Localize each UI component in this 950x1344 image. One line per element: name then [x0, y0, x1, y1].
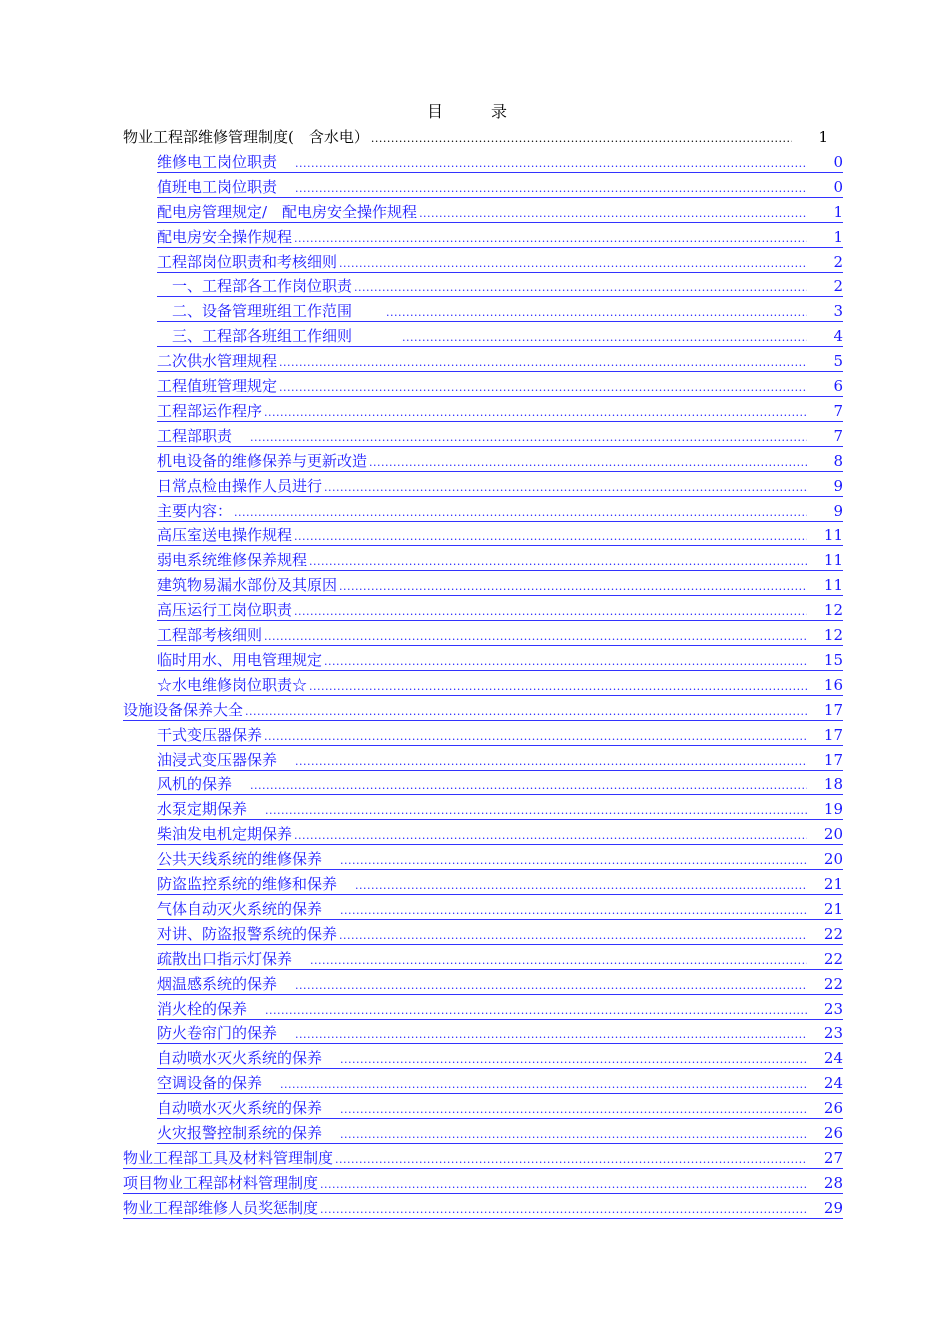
- toc-dot-leader: [320, 1177, 807, 1193]
- page-title: 目 录: [426, 102, 523, 121]
- toc-entry-label: 疏散出口指示灯保养: [157, 950, 293, 968]
- toc-dot-leader: [402, 330, 807, 346]
- toc-page-number: 12: [823, 601, 843, 619]
- toc-entry-label: ☆水电维修岗位职责☆: [157, 676, 308, 694]
- toc-entry[interactable]: [123, 1196, 843, 1219]
- toc-entry[interactable]: [157, 997, 843, 1020]
- toc-entry-label: 机电设备的维修保养与更新改造: [157, 452, 368, 470]
- toc-entry-label: 工程部岗位职责和考核细则: [157, 253, 338, 271]
- toc-entry[interactable]: [157, 299, 843, 322]
- toc-entry-label: 烟温感系统的保养: [157, 975, 278, 993]
- toc-page-number: 19: [823, 800, 843, 818]
- toc-entry-label: 公共天线系统的维修保养: [157, 850, 323, 868]
- toc-dot-leader: [369, 455, 807, 471]
- toc-entry-label: 项目物业工程部材料管理制度: [123, 1174, 319, 1192]
- toc-entry[interactable]: [157, 150, 843, 173]
- toc-entry[interactable]: [157, 225, 843, 248]
- toc-entry-label: 对讲、防盗报警系统的保养: [157, 925, 338, 943]
- toc-page-number: 0: [833, 178, 843, 196]
- toc-page-number: 9: [833, 477, 843, 495]
- toc-dot-leader: [309, 554, 807, 570]
- toc-entry-label: 弱电系统维修保养规程: [157, 551, 308, 569]
- toc-dot-leader: [339, 579, 807, 595]
- toc-entry[interactable]: [157, 748, 843, 771]
- toc-entry[interactable]: [157, 598, 843, 621]
- toc-entry-label: 气体自动灭火系统的保养: [157, 900, 323, 918]
- toc-page-number: 24: [823, 1049, 843, 1067]
- toc-entry[interactable]: [157, 449, 843, 472]
- toc-dot-leader: [324, 654, 807, 670]
- toc-dot-leader: [340, 1052, 807, 1068]
- toc-entry[interactable]: [157, 847, 843, 870]
- toc-entry-label: 二次供水管理规程: [157, 352, 278, 370]
- toc-dot-leader: [339, 928, 807, 944]
- toc-dot-leader: [294, 828, 807, 844]
- toc-page-number: 0: [833, 153, 843, 171]
- toc-entry[interactable]: [157, 374, 843, 397]
- toc-entry[interactable]: [157, 1021, 843, 1044]
- toc-entry[interactable]: [123, 1171, 843, 1194]
- toc-entry[interactable]: [157, 1046, 843, 1069]
- toc-entry: [123, 125, 828, 147]
- toc-page-number: 8: [833, 452, 843, 470]
- toc-entry[interactable]: [157, 175, 843, 198]
- toc-dot-leader: [294, 529, 807, 545]
- toc-entry[interactable]: [157, 723, 843, 746]
- toc-dot-leader: [339, 256, 807, 272]
- toc-entry-label: 自动喷水灭火系统的保养: [157, 1049, 323, 1067]
- toc-dot-leader: [279, 380, 807, 396]
- toc-dot-leader: [340, 853, 807, 869]
- toc-dot-leader: [264, 405, 807, 421]
- toc-entry[interactable]: [157, 499, 843, 522]
- toc-page-number: 7: [833, 402, 843, 420]
- toc-dot-leader: [340, 903, 807, 919]
- toc-page-number: 18: [823, 775, 843, 793]
- toc-page-number: 22: [823, 950, 843, 968]
- toc-entry-label: 火灾报警控制系统的保养: [157, 1124, 323, 1142]
- toc-dot-leader: [264, 629, 807, 645]
- toc-page-number: 26: [823, 1099, 843, 1117]
- toc-page-number: 7: [833, 427, 843, 445]
- toc-entry[interactable]: [157, 1121, 843, 1144]
- toc-entry-label: 一、工程部各工作岗位职责: [157, 277, 353, 295]
- toc-dot-leader: [295, 978, 807, 994]
- toc-entry[interactable]: [157, 250, 843, 273]
- toc-dot-leader: [354, 280, 807, 296]
- toc-entry-label: 风机的保养: [157, 775, 233, 793]
- toc-entry-label: 主要内容：: [157, 502, 233, 520]
- toc-page-number: 2: [833, 277, 843, 295]
- toc-entry[interactable]: [157, 200, 843, 223]
- toc-dot-leader: [280, 1077, 807, 1093]
- toc-entry-label: 维修电工岗位职责: [157, 153, 278, 171]
- toc-entry[interactable]: [157, 897, 843, 920]
- toc-entry[interactable]: [157, 573, 843, 596]
- toc-dot-leader: [245, 704, 807, 720]
- toc-page-number: 26: [823, 1124, 843, 1142]
- toc-dot-leader: [294, 231, 807, 247]
- toc-dot-leader: [295, 181, 807, 197]
- toc-page-number: 4: [833, 327, 843, 345]
- toc-page-number: 27: [823, 1149, 843, 1167]
- toc-entry-label: 高压运行工岗位职责: [157, 601, 293, 619]
- toc-dot-leader: [309, 679, 807, 695]
- toc-entry[interactable]: [157, 872, 843, 895]
- toc-page-number: 3: [833, 302, 843, 320]
- toc-page-number: 23: [823, 1000, 843, 1018]
- toc-entry-label: 工程值班管理规定: [157, 377, 278, 395]
- toc-entry-label: 日常点检由操作人员进行: [157, 477, 323, 495]
- toc-entry[interactable]: [123, 698, 843, 721]
- toc-entry-label: 设施设备保养大全: [123, 701, 244, 719]
- toc-dot-leader: [371, 131, 792, 147]
- toc-dot-leader: [265, 803, 807, 819]
- toc-entry-label: 自动喷水灭火系统的保养: [157, 1099, 323, 1117]
- toc-dot-leader: [340, 1102, 807, 1118]
- toc-entry[interactable]: [157, 1071, 843, 1094]
- toc-dot-leader: [294, 604, 807, 620]
- toc-page-number: 20: [823, 850, 843, 868]
- toc-dot-leader: [265, 1003, 807, 1019]
- toc-entry[interactable]: [157, 797, 843, 820]
- toc-entry-label: 工程部职责: [157, 427, 233, 445]
- toc-entry-label: 防盗监控系统的维修和保养: [157, 875, 338, 893]
- toc-page-number: 1: [833, 228, 843, 246]
- toc-entry[interactable]: [157, 972, 843, 995]
- toc-entry[interactable]: [157, 623, 843, 646]
- toc-entry-label: 配电房安全操作规程: [157, 228, 293, 246]
- toc-entry[interactable]: [157, 548, 843, 571]
- toc-entry[interactable]: [157, 648, 843, 671]
- toc-entry-label: 配电房管理规定/ 配电房安全操作规程: [157, 203, 418, 221]
- toc-page-number: 17: [823, 701, 843, 719]
- toc-page-number: 11: [823, 551, 843, 569]
- toc-page-number: 1: [818, 128, 828, 146]
- toc-entry[interactable]: [157, 922, 843, 945]
- toc-page-number: 5: [833, 352, 843, 370]
- toc-entry-label: 临时用水、用电管理规定: [157, 651, 323, 669]
- toc-entry-label: 三、工程部各班组工作细则: [157, 327, 353, 345]
- toc-page-number: 24: [823, 1074, 843, 1092]
- toc-page-number: 20: [823, 825, 843, 843]
- toc-dot-leader: [234, 505, 807, 521]
- toc-dot-leader: [324, 480, 807, 496]
- toc-entry-label: 物业工程部维修管理制度( 含水电）: [123, 128, 369, 146]
- toc-entry[interactable]: [157, 399, 843, 422]
- toc-entry-label: 防火卷帘门的保养: [157, 1024, 278, 1042]
- toc-page-number: 12: [823, 626, 843, 644]
- toc-page-number: 22: [823, 925, 843, 943]
- toc-entry-label: 物业工程部工具及材料管理制度: [123, 1149, 334, 1167]
- toc-entry[interactable]: [157, 474, 843, 497]
- toc-entry[interactable]: [157, 424, 843, 447]
- toc-entry-label: 干式变压器保养: [157, 726, 263, 744]
- toc-entry[interactable]: [157, 349, 843, 372]
- toc-page-number: 16: [823, 676, 843, 694]
- toc-entry[interactable]: [157, 822, 843, 845]
- toc-entry[interactable]: [157, 772, 843, 795]
- toc-entry-label: 柴油发电机定期保养: [157, 825, 293, 843]
- toc-page-number: 28: [823, 1174, 843, 1192]
- toc-page-number: 17: [823, 726, 843, 744]
- toc-page-number: 21: [823, 900, 843, 918]
- toc-entry-label: 物业工程部维修人员奖惩制度: [123, 1199, 319, 1217]
- toc-page-number: 23: [823, 1024, 843, 1042]
- toc-entry-label: 油浸式变压器保养: [157, 751, 278, 769]
- toc-dot-leader: [279, 355, 807, 371]
- toc-dot-leader: [250, 430, 807, 446]
- toc-entry-label: 工程部运作程序: [157, 402, 263, 420]
- toc-dot-leader: [320, 1202, 807, 1218]
- toc-page-number: 21: [823, 875, 843, 893]
- toc-entry-label: 建筑物易漏水部份及其原因: [157, 576, 338, 594]
- toc-entry[interactable]: [157, 523, 843, 546]
- toc-entry[interactable]: [157, 274, 843, 297]
- toc-dot-leader: [355, 878, 807, 894]
- toc-page-number: 6: [833, 377, 843, 395]
- toc-dot-leader: [250, 778, 807, 794]
- toc-entry-label: 水泵定期保养: [157, 800, 248, 818]
- toc-page-number: 11: [823, 526, 843, 544]
- toc-dot-leader: [310, 953, 807, 969]
- toc-dot-leader: [295, 156, 807, 172]
- toc-dot-leader: [295, 754, 807, 770]
- toc-entry-label: 值班电工岗位职责: [157, 178, 278, 196]
- toc-dot-leader: [340, 1127, 807, 1143]
- toc-dot-leader: [295, 1027, 807, 1043]
- toc-page-number: 9: [833, 502, 843, 520]
- toc-page-number: 1: [833, 203, 843, 221]
- toc-page-number: 17: [823, 751, 843, 769]
- toc-dot-leader: [386, 305, 807, 321]
- toc-entry-label: 高压室送电操作规程: [157, 526, 293, 544]
- toc-entry[interactable]: [157, 1096, 843, 1119]
- toc-page-number: 15: [823, 651, 843, 669]
- toc-entry-label: 空调设备的保养: [157, 1074, 263, 1092]
- toc-page-number: 29: [823, 1199, 843, 1217]
- toc-page-number: 2: [833, 253, 843, 271]
- toc-entry[interactable]: [157, 673, 843, 696]
- toc-dot-leader: [419, 206, 807, 222]
- toc-entry[interactable]: [157, 947, 843, 970]
- toc-entry-label: 二、设备管理班组工作范围: [157, 302, 353, 320]
- toc-entry[interactable]: [123, 1146, 843, 1169]
- toc-dot-leader: [335, 1152, 807, 1168]
- toc-entry[interactable]: [157, 324, 843, 347]
- toc-entry-label: 消火栓的保养: [157, 1000, 248, 1018]
- toc-page-number: 11: [823, 576, 843, 594]
- toc-dot-leader: [264, 729, 807, 745]
- toc-entry-label: 工程部考核细则: [157, 626, 263, 644]
- toc-page-number: 22: [823, 975, 843, 993]
